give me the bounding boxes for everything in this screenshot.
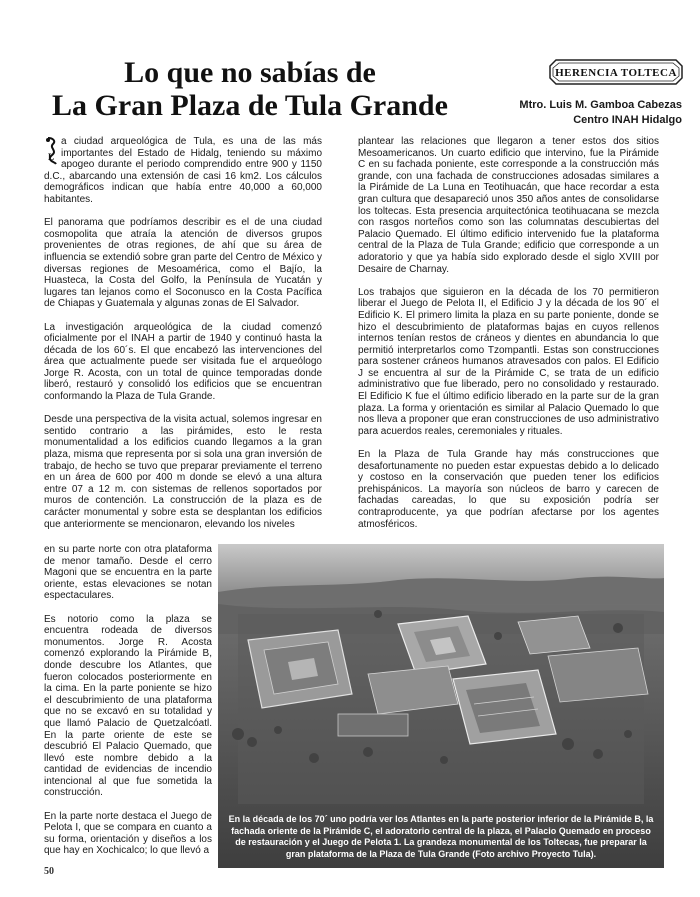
byline [519,98,682,128]
article-column-right [358,136,659,542]
paragraph: La investigación arqueológica de la ciudad comenzó oficialmente por el INAH a partir de 1940 y continuó hasta la década de los 60´s. El que encabezó las intervenciones del área que actualmente puede ser visitada fue el arqueólogo Jorge R. Acosta, con un total de quince temporadas donde liberó, restauró y consolidó los edificios que se encuentran conformando la Plaza de Tula Grande. [44,321,322,403]
article-column-narrow [44,544,212,869]
article-title [40,56,460,122]
paragraph: El panorama que podríamos describir es el de una ciudad cosmopolita que atraía la atención de diversos grupos provenientes de otras regiones, de ahí que su área de influencia se extendió sobre gran parte del Centro de México y diversas regiones de Mesoamérica, como el Bajío, la Huasteca, la Costa del Golfo, la Península de Yucatán y lugares tan lejanos como el Soconusco en la Costa Pacífica de Chiapas y Guatemala y algunas zonas de El Salvador. [44,217,322,310]
logo-text: HERENCIA TOLTECA [555,67,677,79]
aerial-photo [218,544,664,868]
title-line-1: Lo que no sabías de [124,56,376,89]
paragraph [44,136,322,206]
page-number: 50 [44,866,54,877]
dropcap-ornament-icon [44,136,58,166]
author-name: Mtro. Luis M. Gamboa Cabezas [519,99,682,111]
dropcap-letter: L [48,152,55,162]
paragraph: plantear las relaciones que llegaron a tener estos dos sitios Mesoamericanos. Un cuarto edificio que intervino, fue la Pirámide C en su fachada poniente, este corresponde a la construcción más grande, con una fachada de construcciones adosadas similares a la Pirámide de La Luna en Teotihuacán, que hace recordar a esta gran cultura que desapareció unos 350 años antes de consolidarse los toltecas. Esta presencia arquitectónica teotihuacana se mezcla con rasgos norteños como son las columnatas descubiertas del Palacio Quemado. El último edificio intervenido fue la plataforma central de la Plaza de Tula Grande; edificio que corresponde a un adoratorio y que ya había sido explorado desde el siglo XVIII por Desaire de Charnay. [358,136,659,275]
author-institution: Centro INAH Hidalgo [573,114,682,126]
photo-caption: En la década de los 70´ uno podría ver los Atlantes en la parte posterior inferior de la Pirámide B, la fachada oriente de la Pirámide C, el adoratorio central de la plaza, el Palacio Quemado en proceso de restauración y el Juego de Pelota 1. La grandeza monumental de los Toltecas, fue preparar la gran plataforma de la Plaza de Tula Grande (Foto archivo Proyecto Tula). [228,814,654,859]
title-line-2: La Gran Plaza de Tula Grande [52,89,448,122]
paragraph: En la Plaza de Tula Grande hay más construcciones que desafortunamente no pueden estar expuestas debido a lo delicado y costoso en la conservación que pueden tener los edificios prehispánicos. La mayoría son núcleos de barro y carecen de fachadas careadas, lo que su exposición podría ser contraproducente, ya que podrían afectarse por los agentes atmosféricos. [358,449,659,530]
paragraph: En la parte norte destaca el Juego de Pelota I, que se compara en cuanto a su forma, orientación y diseños a los que hay en Xochicalco; lo que llevó a [44,810,212,857]
paragraph: Es notorio como la plaza se encuentra rodeada de diversos monumentos. Jorge R. Acosta comenzó explorando la Pirámide B, donde descubre los Atlantes, que fueron colocados posteriormente en la cima. En la parte poniente se hizo el descubrimiento de una plataforma que no se excavó en su totalidad y que llamó Palacio de Quetzalcóatl. En la parte oriente de este se descubrió El Palacio Quemado, que llevó este nombre debido a la cantidad de evidencias de incendio intencional al que fue sometida la construcción. [44,613,212,799]
herencia-tolteca-logo [548,58,684,86]
paragraph: Los trabajos que siguieron en la década de los 70 permitieron liberar el Juego de Pelota II, el Edificio J y la década de los 90´ el Edificio K. El primero limita la plaza en su parte poniente, donde se hizo el descubrimiento de plataformas bajas en cuyos rellenos internos tenían restos de cráneos y dientes en abundancia lo que permitió interpretarlos como Tzompantli. Estas son construcciones para sostener cráneos humanos atravesados con palos. El Edificio J se encuentra al sur de la Pirámide C, se trata de un edificio administrativo que fue liberado, pero no consolidado y restaurado. El Edificio K fue el último edificio liberado en la parte sur de la gran plaza. La forma y orientación es similar al Palacio Quemado lo que nos lleva a proponer que eran construcciones de uso administrativo para acuerdos reales, ceremoniales y rituales. [358,286,659,437]
paragraph: en su parte norte con otra plataforma de menor tamaño. Desde el cerro Magoni que se encuentra en la parte oriente, estas elevaciones se notan espectaculares. [44,544,212,602]
article-column-left [44,136,322,542]
paragraph-text: a ciudad arqueológica de Tula, es una de las más importantes del Estado de Hidalg, teniendo su máximo apogeo durante el periodo comprendido entre 900 y 1150 d.C., abarcando una extensión de casi 16 km2. Los cálculos demográficos indican que había entre 40,000 a 60,000 habitantes. [44,136,322,205]
paragraph: Desde una perspectiva de la visita actual, solemos ingresar en sentido contrario a las pirámides, esto le resta monumentalidad a los edificios cuando llegamos a la gran plaza, misma que representa por si sola una gran inversión de trabajo, de hecho se tuvo que preparar previamente el terreno en un área de 600 por 400 m donde se elevó a una altura entre 07 a 12 m. con sistemas de rellenos soportados por muros de contención. La construcción de la plaza es de carácter monumental y sobre esta se desplantan los edificios que anteriormente se mencionaron, elevando los niveles [44,414,322,530]
